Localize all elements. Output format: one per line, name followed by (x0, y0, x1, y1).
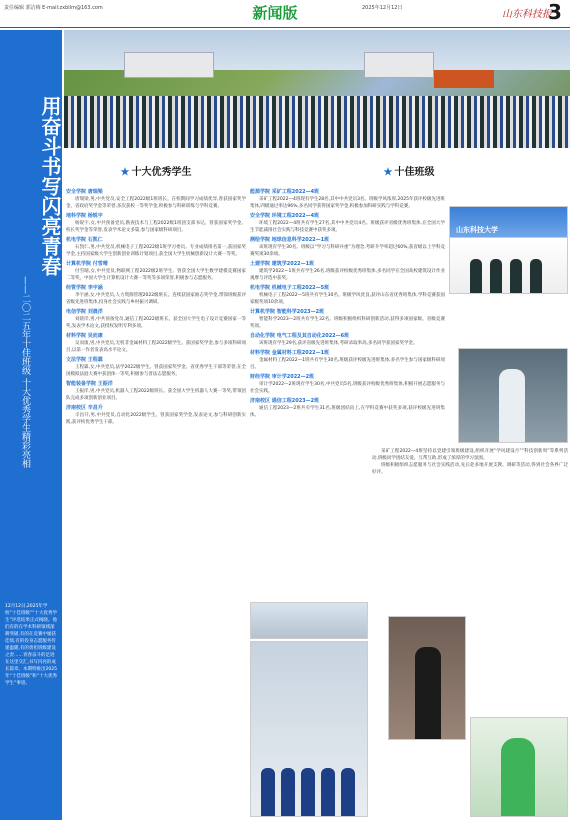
entry-name: 土建学院 建筑学2022—1班 (250, 261, 315, 267)
entry-text: 刘晨洋,男,中共预备党员,通信工程2022级班长。获全国大学生电子设计竞赛国家一等奖,发表学术论文,获授权发明专利多项。 (66, 317, 246, 329)
students-column (66, 186, 246, 816)
entry-text: 审计学2022—2班现有学生30名,中共党员5名,班级获评校级优秀班集体,积极开展志愿服务与社会实践。 (250, 382, 445, 394)
entry-name: 材料学院 吴而康 (66, 333, 103, 339)
speaker-photo (388, 616, 466, 740)
entry-name: 计算机学院 智能科学2023—2班 (250, 309, 325, 315)
entry-text: 金属材料工程2022—1班共有学生30名,班级获评校级先进班集体,多名学生参与国家级科研项目。 (250, 358, 445, 370)
entry-text: 该班现有学生30名。班级以“学习与科研并重”为理念,考研升学率超过60%,获省级以上学科竞赛奖项30余项。 (250, 245, 445, 257)
entry-text: 王振洋,男,中共党员,机器人工程2022级班长。获全国大学生机器人大赛一等奖,带领团队完成多项创新创业项目。 (66, 389, 246, 401)
photo-person (415, 647, 441, 740)
entry-name: 经管学院 李宇涵 (66, 285, 103, 291)
field-group-photo (250, 641, 368, 817)
entry-text: 王程霖,女,中共党员,法学2022级学生。曾获国家奖学金、省优秀学生干部等荣誉,在全国模拟法庭大赛中获团体一等奖,积极参与普法志愿服务。 (66, 365, 246, 377)
entry-name: 能源学院 采矿工程2022—4班 (250, 189, 320, 195)
entry-text: 唐瑞梁,男,中共党员,安全工程2022级1班班长。在校期间学习成绩优异,曾获国家奖学金、省政府奖学金等荣誉,多次获校一等奖学金,积极参与科研训练与学科竞赛。 (66, 197, 246, 209)
feature-subtitle: ——二〇二五年十佳班级 十大优秀学生精彩亮相 (20, 276, 30, 468)
photo-person (321, 768, 335, 816)
entry-name: 电信学院 刘晨洋 (66, 309, 103, 315)
editor-info: 责任编辑 郭洁梅 E-mail:zxbllm@163.com (4, 5, 103, 11)
entry-name: 财经学院 审计学2022—2班 (250, 374, 315, 380)
feature-sidebar (0, 30, 62, 820)
banner-flag (434, 70, 494, 88)
star-icon: ★ (120, 167, 130, 178)
entry-text: 石凯仁,男,中共党员,机械电子工程2022级1班学习委员。专业成绩排名第一,获国家奖学金,主持国家级大学生创新创业训练计划项目,获全国大学生机械创新设计大赛一等奖。 (66, 245, 246, 257)
newspaper-logo: 山东科技报 (502, 9, 552, 20)
page-header (0, 0, 570, 28)
classes-heading: ★ 十佳班级 (383, 167, 435, 178)
page-number: 3 (548, 0, 562, 24)
photo-person (490, 259, 502, 293)
portrait-photo (470, 717, 568, 817)
feature-intro: 12月12日,2025年学校“十佳班级”“十大优秀学生”评选结果正式揭晓。他们有的在学术科研领域深耕突破,有的在竞赛中屡获佳绩,有的投身志愿服务传递温暖,有的勇担班级建设之责……青春奋斗的足迹在这里交汇,书写闪亮的成长篇章。本期特推出2025年“十佳班级”和“十大优秀学生”事迹。 (5, 604, 57, 686)
entry-text: 采矿工程2022—4班坚持以党建引领班级建设,组织开展“学风建设月”“科技创新周”等系列活动,班级同学团结友爱、互帮互助,形成了浓厚的学习氛围。 (372, 449, 568, 461)
photo-person (341, 768, 355, 816)
campus-sign-photo (449, 206, 568, 294)
entry-text: 杨锐宇,女,中共预备党员,勘查技术与工程2022级1班团支部书记。曾获国家奖学金、校长奖学金等荣誉,发表学术论文多篇,参与国家级科研项目。 (66, 221, 246, 233)
entry-text: 吴而康,男,中共党员,无机非金属材料工程2022级学生。获国家奖学金,参与多项科研项目,以第一作者发表高水平论文。 (66, 341, 246, 353)
entry-text: 智能科学2023—2班共有学生32名。班级积极组织科研创新活动,获得多项国家级、省级竞赛奖项。 (250, 317, 445, 329)
entry-name: 智能装备学院 王振洋 (66, 381, 113, 387)
entry-name: 材料学院 金属材料工程2022—1班 (250, 350, 330, 356)
section-title: 新闻版 (252, 4, 298, 22)
photo-person (281, 768, 295, 816)
entry-name: 自动化学院 电气工程及其自动化2022—6班 (250, 333, 350, 339)
feature-title: 用奋斗书写闪亮青春 (38, 96, 62, 276)
photo-person (499, 369, 525, 443)
entry-name: 地科学院 杨锐宇 (66, 213, 103, 219)
entry-text: 该班现有学生29名,获评省级先进班集体,考研录取率高,多名同学获国家奖学金。 (259, 341, 418, 346)
star-icon: ★ (383, 167, 393, 178)
photo-person (261, 768, 275, 816)
entry-name: 济南校区 辛昌升 (66, 405, 103, 411)
photo-person (530, 259, 542, 293)
banner-photo (64, 30, 570, 148)
students-heading: ★ 十大优秀学生 (120, 167, 192, 178)
entry-text: 通信工程2023—2班共有学生31名,班级团结向上,在学科竞赛中获奖多项,获评校级先进班集体。 (250, 406, 445, 418)
photo-person (301, 768, 315, 816)
photo-person (501, 738, 535, 817)
photo-person (510, 259, 522, 293)
entry-text: 机械电子工程2022—5班共有学生30名。班级学风优良,获评山东省优秀班集体,学科竞赛获国家级奖项10余项。 (250, 293, 445, 305)
entry-text: 付雪晴,女,中共党员,物联网工程2022级2班学生。曾获全国大学生数学建模竞赛国家二等奖、中国大学生计算机设计大赛一等奖等多项荣誉,积极参与志愿服务。 (66, 269, 246, 281)
group-photo (250, 602, 368, 639)
entry-name: 济南校区 通信工程2023—2班 (250, 398, 320, 404)
entry-name: 机电学院 机械电子工程2022—5班 (250, 285, 330, 291)
entry-name: 文法学院 王程霖 (66, 357, 103, 363)
entry-text: 建筑学2022—1班共有学生26名,班级获评校级优秀班集体,多名同学在全国高校建筑设计作业观摩与评选中获奖。 (250, 269, 445, 281)
issue-date: 2025年12月12日 (362, 5, 403, 11)
photo-sign-text: 山东科技大学 (456, 226, 498, 234)
banner-building (364, 52, 434, 78)
entry-text: 辛昌升,男,中共党员,自动化2022级学生。曾获国家奖学金,发表论文,参与科研创新实践,获评校优秀学生干部。 (66, 413, 246, 425)
entry-text: 采矿工程2022—4班现有学生28名,其中中共党员3名。班级学风浓厚,2025年获评校级先进班集体,四级通过率达96%,多名同学获得国家奖学金,积极参加科研实践与学科竞赛。 (250, 197, 445, 209)
photo-person (470, 259, 482, 293)
entry-text: 环境工程2022—4班共有学生27名,其中中共党员4名。班级获评省级优秀班集体,在全国大学生节能减排社会实践与科技竞赛中获奖多项。 (250, 221, 445, 233)
entry-name: 计算机学院 付雪晴 (66, 261, 108, 267)
entry-name: 安全学院 唐瑞梁 (66, 189, 103, 195)
banner-crowd (64, 96, 570, 148)
lab-photo (458, 348, 568, 443)
entry-text: 李宇涵,女,中共党员,人力资源管理2022级班长。连续获国家励志奖学金,带领班级获评省级先进班集体,投身社会实践与乡村振兴调研。 (66, 293, 246, 305)
banner-building (124, 52, 214, 78)
entry-name: 安全学院 环境工程2022—4班 (250, 213, 320, 219)
classes-column-continued (372, 448, 568, 614)
entry-name: 机电学院 石凯仁 (66, 237, 103, 243)
entry-name: 测绘学院 地球信息科学2022—1班 (250, 237, 330, 243)
entry-text: 班级积极组织志愿服务与社会实践活动,先后赴多地开展支教、调研等活动,得到社会各界广泛好评。 (372, 463, 568, 475)
